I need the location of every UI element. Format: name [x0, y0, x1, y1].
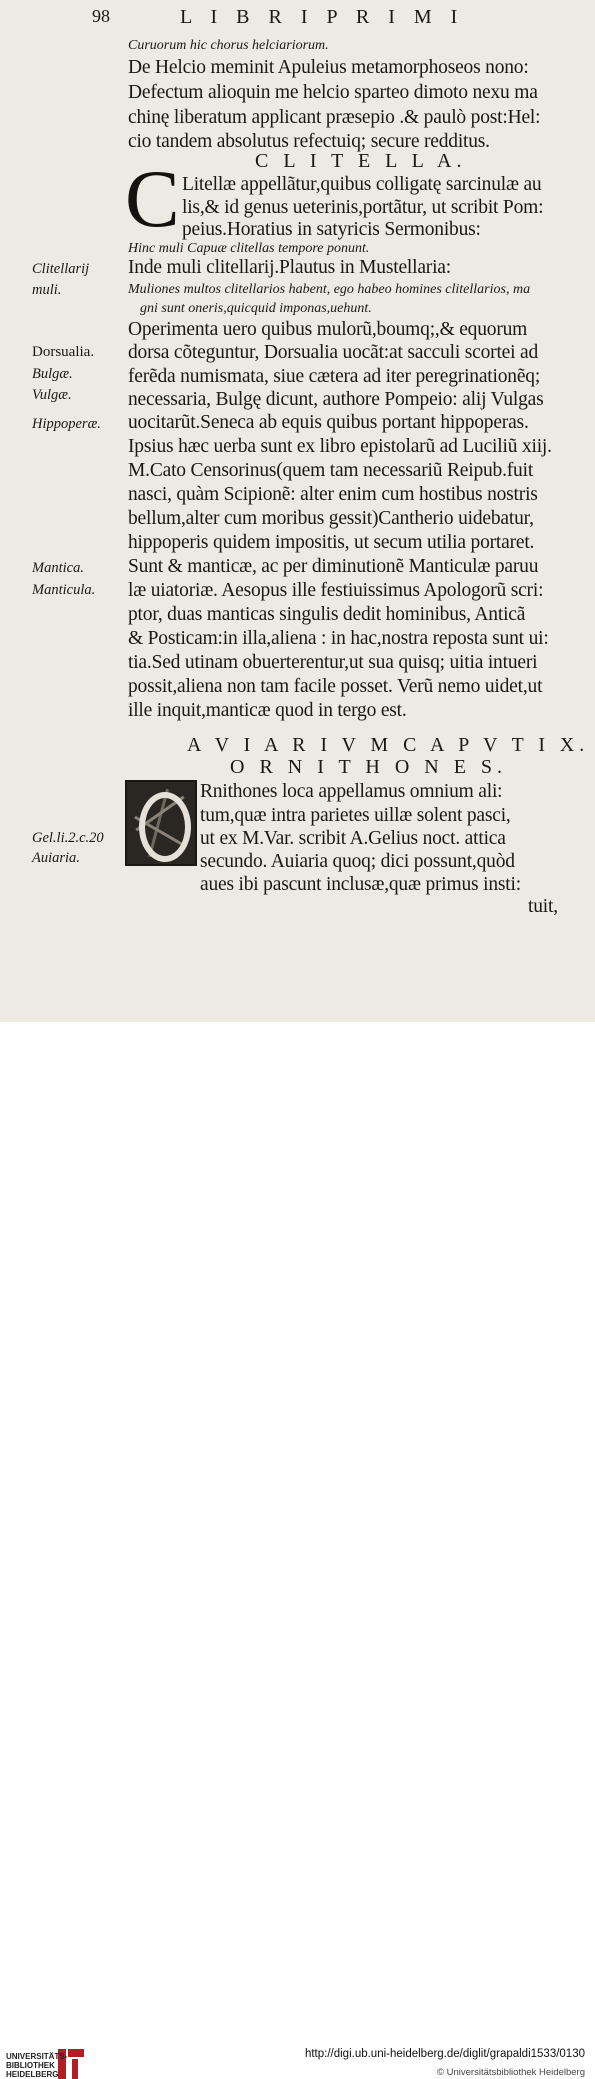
text-line: nasci, quàm Scipionẽ: alter enim cum hostibus nostris [128, 484, 538, 505]
viewer-footer [0, 1022, 595, 2079]
text-line: uocitarũt.Seneca ab equis quibus portant hippoperas. [128, 412, 529, 433]
library-name-line: HEIDELBERG [6, 2070, 59, 2079]
text-line: Ipsius hæc uerba sunt ex libro epistolarũ ad Luciliũ xiij. [128, 436, 552, 457]
permalink-url[interactable]: http://digi.ub.uni-heidelberg.de/diglit/grapaldi1533/0130 [304, 2048, 585, 2060]
text-line: bellum,alter cum moribus gessit)Cantherio uidebatur, [128, 508, 534, 529]
scanned-page [0, 0, 595, 1022]
section-heading-ornithones: O R N I T H O N E S. [230, 756, 508, 778]
verse-line: Muliones multos clitellarios habent, ego habeo homines clitellarios, ma [128, 282, 531, 297]
text-line: lis,& id genus ueterinis,portãtur, ut scribit Pom: [182, 197, 544, 218]
text-line: secundo. Auiaria quoq; dici possunt,quòd [200, 851, 515, 872]
text-line: M.Cato Censorinus(quem tam necessariũ Reipub.fuit [128, 460, 534, 481]
margin-note: Manticula. [32, 582, 96, 598]
text-line: cio tandem absolutus refectuiq; secure redditus. [128, 131, 490, 152]
margin-note: Gel.li.2.c.20 [32, 830, 104, 846]
text-line: Litellæ appellãtur,quibus colligatę sarcinulæ au [182, 174, 542, 195]
text-line: ille inquit,manticæ quod in tergo est. [128, 700, 407, 721]
section-heading-clitella: C L I T E L L A. [255, 150, 467, 172]
text-line: ptor, duas manticas singulis dedit hominibus, Anticã [128, 604, 526, 625]
margin-note: Dorsualia. [32, 344, 95, 360]
text-line: & Posticam:in illa,aliena : in hac,nostra reposta sunt ui: [128, 628, 549, 649]
running-title: L I B R I P R I M I [180, 6, 465, 28]
text-line: hippoperis quidem impositis, ut secum utilia portaret. [128, 532, 535, 553]
verse-line: gni sunt oneris,quicquid imponas,uehunt. [140, 301, 372, 316]
text-line: dorsa cõteguntur, Dorsualia uocãt:at sacculi scortei ad [128, 342, 539, 363]
page-number: 98 [92, 6, 110, 26]
text-line: ferẽda numismata, siue cætera ad iter peregrinationẽq; [128, 366, 541, 387]
verse-line: Hinc muli Capuæ clitellas tempore ponunt. [128, 241, 370, 256]
text-line: Rnithones loca appellamus omnium ali: [200, 781, 503, 802]
margin-note: muli. [32, 282, 62, 298]
text-line: aues ibi pascunt inclusæ,quæ primus insti: [200, 874, 521, 895]
margin-note: Auiaria. [32, 850, 80, 866]
copyright-notice: © Universitätsbibliothek Heidelberg [437, 2067, 585, 2078]
margin-note: Mantica. [32, 560, 84, 576]
verse-line: Curuorum hic chorus helciariorum. [128, 38, 329, 53]
text-line: possit,aliena non tam facile posset. Verũ nemo uidet,ut [128, 676, 543, 697]
margin-note: Hippoperæ. [32, 416, 101, 432]
text-line: Operimenta uero quibus mulorũ,boumq;,& equorum [128, 319, 528, 340]
margin-note: Clitellarij [32, 261, 90, 277]
text-line: tuit, [528, 896, 558, 917]
library-name-line: UNIVERSITÄTS- [6, 2052, 68, 2061]
text-line: chinę liberatum applicant præsepio .& paulò post:Hel: [128, 107, 541, 128]
decorated-initial-o [125, 780, 197, 866]
text-line: tum,quæ intra parietes uillæ solent pasci, [200, 805, 511, 826]
text-line: Sunt & manticæ, ac per diminutionẽ Manticulæ paruu [128, 556, 539, 577]
text-line: De Helcio meminit Apuleius metamorphoseos nono: [128, 57, 529, 78]
margin-note: Vulgæ. [32, 387, 72, 403]
text-line: necessaria, Bulgę dicunt, authore Pompeio: alij Vulgas [128, 389, 544, 410]
text-line: Defectum alioquin me helcio sparteo dimoto nexu ma [128, 82, 538, 103]
margin-note: Bulgæ. [32, 366, 73, 382]
text-line: peius.Horatius in satyricis Sermonibus: [182, 219, 481, 240]
chapter-heading: A V I A R I V M C A P V T I X. [187, 734, 590, 756]
library-name-line: BIBLIOTHEK [6, 2061, 55, 2070]
text-line: tia.Sed utinam obuerterentur,ut sua quisq; uitia intueri [128, 652, 538, 673]
text-line: Inde muli clitellarij.Plautus in Mustellaria: [128, 257, 451, 278]
text-line: ut ex M.Var. scribit A.Gelius noct. attica [200, 828, 506, 849]
text-line: læ uiatoriæ. Aesopus ille festiuissimus Apologorũ scri: [128, 580, 544, 601]
drop-cap-c: C [125, 153, 180, 244]
